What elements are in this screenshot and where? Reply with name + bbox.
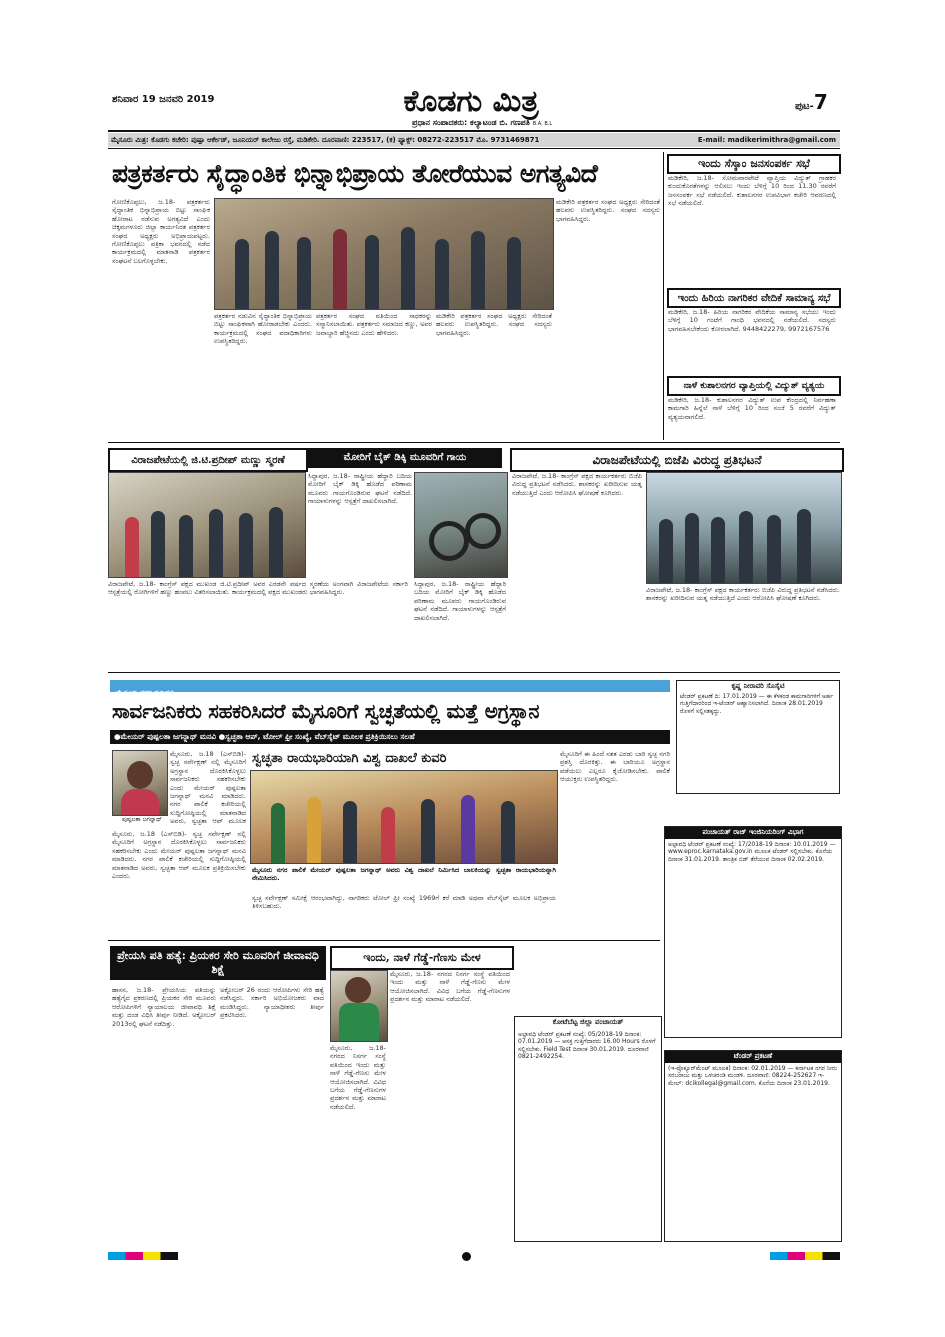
page-label: ಪುಟ- [795,101,814,112]
mysore-col-mid: ಸ್ವಚ್ಛ ಸರ್ವೇಕ್ಷಣ್ ಸಮೀಕ್ಷೆ ಆರಂಭವಾಗಿದ್ದು, ನಾಗರಿಕರು ಟೋಲ್ ಫ್ರೀ ಸಂಖ್ಯೆ 1969ಗೆ ಕರೆ ಮಾಡಿ ಅಥವಾ ವೆಬ್‌ಸೈಟ್ ಮೂಲಕ ಅಭಿಪ್ರಾಯ ತಿಳಿಸಬಹುದು. [252,894,556,911]
right-t2: ಮಡಿಕೇರಿ, ಜ.18- ಹಿರಿಯ ನಾಗರಿಕರ ವೇದಿಕೆಯ ಸಾಮಾನ್ಯ ಸಭೆಯು ಇಂದು ಬೆಳಿಗ್ಗೆ 10 ಗಂಟೆಗೆ ಗಾಂಧಿ ಭವನದಲ್ಲಿ ನಡೆಯಲಿದೆ. ಸದಸ್ಯರು ಭಾಗವಹಿಸಬೇಕೆಂದು ಕೋರಲಾಗಿದೆ. 9448422279, 9972167576 [668,308,836,333]
row2-right-text: ವಿರಾಜಪೇಟೆ, ಜ.18- ಕಾಂಗ್ರೆಸ್ ಪಕ್ಷದ ಕಾರ್ಯಕರ್ತರು ಬಿಜೆಪಿ ವಿರುದ್ಧ ಪ್ರತಿಭಟನೆ ನಡೆಸಿದರು. ಶಾಸಕರನ್ನು ಖರೀದಿಸುವ ಯತ್ನ ನಡೆಯುತ್ತಿದೆ ಎಂದು ಆರೋಪಿಸಿ ಘೋಷಣೆ ಕೂಗಿದರು. [512,472,642,497]
tender-ad-2 [664,826,842,1038]
mayor-caption: ಪುಷ್ಪಲತಾ ಜಗನ್ನಾಥ್ [122,816,162,823]
row4-photo [330,970,388,1042]
story1-col1: ಗೋಣಿಕೊಪ್ಪಲು, ಜ.18- ಪತ್ರಕರ್ತರು ಸೈದ್ಧಾಂತಿಕ ಭಿನ್ನಾಭಿಪ್ರಾಯ ಬಿಟ್ಟು ಸಾಂಘಿಕ ಹೋರಾಟ ನಡೆಸುವ ಅಗತ್ಯವಿದೆ ಎಂದು ಚಿಕ್ಕಮಗಳೂರು ಜಿಲ್ಲಾ ಕಾರ್ಯನಿರತ ಪತ್ರಕರ್ತರ ಸಂಘದ ಅಧ್ಯಕ್ಷರು ಅಭಿಪ್ರಾಯಪಟ್ಟರು. ಗೋಣಿಕೊಪ್ಪಲು ಪತ್ರಿಕಾ ಭವನದಲ್ಲಿ ನಡೆದ ಕಾರ್ಯಕ್ರಮದಲ್ಲಿ ಮಾತನಾಡಿ ಪತ್ರಕರ್ತರ ಸಂಘಟನೆ ಬಲಗೊಳ್ಳಬೇಕು. [112,198,210,265]
kavari-caption: ಮೈಸೂರು ನಗರ ಪಾಲಿಕೆ ಮೇಯರ್ ಪುಷ್ಪಲತಾ ಜಗನ್ನಾಥ್ ಅವರು ವಿಶ್ವ ದಾಖಲೆ ನಿರ್ಮಿಸಿದ ಬಾಲಕಿಯನ್ನು ಸ್ವಚ್ಛತಾ ರಾಯಭಾರಿಯನ್ನಾಗಿ ನೇಮಿಸಿದರು. [252,866,556,882]
row4-h1: ಪ್ರೇಯಸಿ ಪತಿ ಹತ್ಯೆ: ಪ್ರಿಯಕರ ಸೇರಿ ಮೂವರಿಗೆ ಜೀವಾವಧಿ ಶಿಕ್ಷೆ [117,949,319,976]
mayor-photo [112,750,168,816]
story1-headline: ಪತ್ರಕರ್ತರು ಸೈದ್ಧಾಂತಿಕ ಭಿನ್ನಾಭಿಪ್ರಾಯ ತೋರೆಯುವ ಅಗತ್ಯವಿದೆ [112,159,598,188]
mysore-tag: ಮೈಸೂರು ನಗರ ಸುದ್ದಿಗಳು... [116,689,183,697]
row2-mid-headbox [308,448,502,468]
row2-right-text2: ವಿರಾಜಪೇಟೆ, ಜ.18- ಕಾಂಗ್ರೆಸ್ ಪಕ್ಷದ ಕಾರ್ಯಕರ್ತರು ಬಿಜೆಪಿ ವಿರುದ್ಧ ಪ್ರತಿಭಟನೆ ನಡೆಸಿದರು. ಶಾಸಕರನ್ನು ಖರೀದಿಸುವ ಯತ್ನ ನಡೆಯುತ್ತಿದೆ ಎಂದು ಆರೋಪಿಸಿ ಘೋಷಣೆ ಕೂಗಿದರು. [646,586,840,603]
story1-col5: ಮಡಿಕೇರಿ ಪತ್ರಕರ್ತರ ಸಂಘದ ಅಧ್ಯಕ್ಷರು ಸೇರಿದಂತೆ ಹಲವರು ಉಪಸ್ಥಿತರಿದ್ದರು. ಸಂಘದ ಸದಸ್ಯರು ಭಾಗವಹಿಸಿದ್ದರು. [556,198,660,223]
story1-photo [214,198,554,310]
mysore-col1: ಮೈಸೂರು, ಜ.18 (ಎಸ್‌ಬಿಡಿ)- ಸ್ವಚ್ಛ ಸರ್ವೇಕ್ಷಣ್ ನಲ್ಲಿ ಮೈಸೂರಿಗೆ ಅಗ್ರಸ್ಥಾನ ದೊರಕಿಸಿಕೊಳ್ಳಲು ಸಾರ್ವಜನಿಕರು ಸಹಕರಿಸಬೇಕು ಎಂದು ಮೇಯರ್ ಪುಷ್ಪಲತಾ ಜಗನ್ನಾಥ್ ಮನವಿ ಮಾಡಿದರು. ನಗರ ಪಾಲಿಕೆ ಕಚೇರಿಯಲ್ಲಿ ಸುದ್ದಿಗೋಷ್ಠಿಯಲ್ಲಿ ಮಾತನಾಡಿದ ಅವರು, ಸ್ವಚ್ಛತಾ ಆಪ್ ಮೂಲಕ ಪ್ರತಿಕ್ರಿಯಿಸಬೇಕು ಎಂದರು. [112,830,246,881]
story1-col3: ಪತ್ರಕರ್ತರ ಸಂಘದ ವತಿಯಿಂದ ಸಾಧಕರನ್ನು ಸನ್ಮಾನಿಸಲಾಯಿತು. ಪತ್ರಕರ್ತರು ಸಮಾಜದ ಕಣ್ಣು, ಅವರ ಜವಾಬ್ದಾರಿ ಹೆಚ್ಚಿನದು ಎಂದು ಹೇಳಿದರು. [316,312,432,337]
story1-col4: ಮಡಿಕೇರಿ ಪತ್ರಕರ್ತರ ಸಂಘದ ಅಧ್ಯಕ್ಷರು ಸೇರಿದಂತೆ ಹಲವರು ಉಪಸ್ಥಿತರಿದ್ದರು. ಸಂಘದ ಸದಸ್ಯರು ಭಾಗವಹಿಸಿದ್ದರು. [436,312,552,337]
mysore-tag-box [110,680,670,697]
info-line: ಮೈಸೂರು ಮಿತ್ರ: ಕೊಡಗು ಕಚೇರಿ: ಪುಷ್ಪಾ ಆರ್ಕೇಡ್, ಜೂನಿಯರ್ ಕಾಲೇಜು ರಸ್ತೆ, ಮಡಿಕೇರಿ. ದೂರವಾಣಿ: 223517, (ಕ) ಫ್ಯಾಕ್ಸ್: 08272-223517 ಮೊ. 9731469871 [111,136,540,144]
story1-divider [663,152,664,440]
masthead-editor [412,118,552,128]
row2-right-headline: ವಿರಾಜಪೇಟೆಯಲ್ಲಿ ಬಿಜೆಪಿ ವಿರುದ್ಧ ಪ್ರತಿಭಟನೆ [592,452,762,467]
kavari-headline: ಸ್ವಚ್ಛತಾ ರಾಯಭಾರಿಯಾಗಿ ವಿಶ್ವ ದಾಖಲೆ ಕುವರಿ [252,751,447,766]
tender-ad-3-head: ಟೆಂಡರ್ ಪ್ರಕಟಣೆ [665,1051,841,1063]
mysore-headline: ಸಾರ್ವಜನಿಕರು ಸಹಕರಿಸಿದರೆ ಮೈಸೂರಿಗೆ ಸ್ವಚ್ಛತೆಯಲ್ಲಿ ಮತ್ತೆ ಅಗ್ರಸ್ಥಾನ [112,699,540,723]
row2-bottom-rule [108,672,840,673]
mysore-col1-top: ಮೈಸೂರು, ಜ.18 (ಎಸ್‌ಬಿಡಿ)- ಸ್ವಚ್ಛ ಸರ್ವೇಕ್ಷಣ್ ನಲ್ಲಿ ಮೈಸೂರಿಗೆ ಅಗ್ರಸ್ಥಾನ ದೊರಕಿಸಿಕೊಳ್ಳಲು ಸಾರ್ವಜನಿಕರು ಸಹಕರಿಸಬೇಕು ಎಂದು ಮೇಯರ್ ಪುಷ್ಪಲತಾ ಜಗನ್ನಾಥ್ ಮನವಿ ಮಾಡಿದರು. ನಗರ ಪಾಲಿಕೆ ಕಚೇರಿಯಲ್ಲಿ ಸುದ್ದಿಗೋಷ್ಠಿಯಲ್ಲಿ ಮಾತನಾಡಿದ ಅವರು, ಸ್ವಚ್ಛತಾ ಆಪ್ ಮೂಲಕ [170,750,246,826]
row1-bottom-rule [108,442,840,443]
tender-ad-1-head: ಕೃಷ್ಣ ನೀರಾವರಿ ಸೊಸೈಟಿ [731,682,785,690]
kavari-photo [250,770,558,864]
row2-mid-text2: ಸಿದ್ದಾಪುರ, ಜ.18- ರಾಷ್ಟ್ರೀಯ ಹೆದ್ದಾರಿ ಬದಿಯ ಮೋರಿಗೆ ಬೈಕ್ ಡಿಕ್ಕಿ ಹೊಡೆದ ಪರಿಣಾಮ ಮೂವರು ಗಾಯಗೊಂಡಿರುವ ಘಟನೆ ನಡೆದಿದೆ. ಗಾಯಾಳುಗಳನ್ನು ಆಸ್ಪತ್ರೆಗೆ ದಾಖಲಿಸಲಾಗಿದೆ. [414,580,506,622]
registration-mark [462,1252,471,1261]
row4-h2: ಇಂದು, ನಾಳೆ ಗೆಡ್ಡೆ-ಗೆಣಸು ಮೇಳ [363,951,481,964]
right-h3-box [667,376,841,396]
color-bar-right [770,1252,840,1260]
row4-h2-box [330,946,514,970]
row4-t2: ಮೈಸೂರು, ಜ.18- ನಗರದ ನಿಸರ್ಗ ಸಂಸ್ಥೆ ವತಿಯಿಂದ ಇಂದು ಮತ್ತು ನಾಳೆ ಗೆಡ್ಡೆ-ಗೆಣಸು ಮೇಳ ಆಯೋಜಿಸಲಾಗಿದೆ. ವಿವಿಧ ಬಗೆಯ ಗೆಡ್ಡೆ-ಗೆಣಸುಗಳ ಪ್ರದರ್ಶನ ಮತ್ತು ಮಾರಾಟ ನಡೆಯಲಿದೆ. [390,970,510,1004]
editor-name: ಪ್ರಧಾನ ಸಂಪಾದಕರು: ಕಲ್ಯಾಟಂಡ ಬಿ. ಗಣಪತಿ [412,118,530,127]
row2-right-headbox [510,448,844,472]
right-h2: ಇಂದು ಹಿರಿಯ ನಾಗರಿಕರ ವೇದಿಕೆ ಸಾಮಾನ್ಯ ಸಭೆ [677,292,831,304]
row2-mid-headline: ಮೋರಿಗೆ ಬೈಕ್ ಡಿಕ್ಕಿ ಮೂವರಿಗೆ ಗಾಯ [343,452,467,463]
tender-ad-4-head: ಕೋಟೆಬೆಟ್ಟ ಜಿಲ್ಲಾ ಪಂಚಾಯತ್ [552,1018,624,1026]
row2-left-photo [108,472,306,578]
tender-ad-1-text: ಟೆಂಡರ್ ಪ್ರಕಟಣೆ ದಿ: 17.01.2019 — ಈ ಕೆಳಕಂಡ ಕಾಮಗಾರಿಗಳಿಗೆ ಅರ್ಹ ಗುತ್ತಿಗೆದಾರರಿಂದ ಇ-ಟೆಂಡರ್ ಆಹ್ವಾನಿಸಲಾಗಿದೆ. ದಿನಾಂಕ 28.01.2019 ರೊಳಗೆ ಸಲ್ಲಿಸತಕ್ಕದ್ದು. [680,692,834,715]
right-h2-box [667,288,841,308]
story1-col2: ಪತ್ರಕರ್ತರ ನಡುವಿನ ಸೈದ್ಧಾಂತಿಕ ಭಿನ್ನಾಭಿಪ್ರಾಯ ಬಿಟ್ಟು ಸಾಂಘಿಕವಾಗಿ ಹೋರಾಡಬೇಕು ಎಂದರು. ಕಾರ್ಯಕ್ರಮದಲ್ಲಿ ಸಂಘದ ಪದಾಧಿಕಾರಿಗಳು ಉಪಸ್ಥಿತರಿದ್ದರು. [214,312,312,346]
row4-t2b: ಮೈಸೂರು, ಜ.18- ನಗರದ ನಿಸರ್ಗ ಸಂಸ್ಥೆ ವತಿಯಿಂದ ಇಂದು ಮತ್ತು ನಾಳೆ ಗೆಡ್ಡೆ-ಗೆಣಸು ಮೇಳ ಆಯೋಜಿಸಲಾಗಿದೆ. ವಿವಿಧ ಬಗೆಯ ಗೆಡ್ಡೆ-ಗೆಣಸುಗಳ ಪ್ರದರ್ಶನ ಮತ್ತು ಮಾರಾಟ ನಡೆಯಲಿದೆ. [330,1044,386,1111]
row2-right-photo [646,472,842,584]
right-t3: ಮಡಿಕೇರಿ, ಜ.18- ಕುಶಾಲನಗರ ವಿದ್ಯುತ್ ಉಪ ಕೇಂದ್ರದಲ್ಲಿ ನಿರ್ವಹಣಾ ಕಾಮಗಾರಿ ಹಿನ್ನೆಲೆ ನಾಳೆ ಬೆಳಿಗ್ಗೆ 10 ರಿಂದ ಸಂಜೆ 5 ರವರೆಗೆ ವಿದ್ಯುತ್ ವ್ಯತ್ಯಯವಾಗಲಿದೆ. [668,396,836,421]
mysore-subhead: ●ಮೇಯರ್ ಪುಷ್ಪಲತಾ ಜಗನ್ನಾಥ್ ಮನವಿ ●ಸ್ವಚ್ಛತಾ ಆಪ್, ಟೋಲ್ ಫ್ರೀ ಸಂಖ್ಯೆ, ವೆಬ್‌ಸೈಟ್ ಮೂಲಕ ಪ್ರತಿಕ್ರಿಯಿಸಲು ಸಲಹೆ [114,732,415,741]
masthead-rule-2 [108,148,840,149]
masthead-rule [108,130,840,132]
row2-mid-text: ಸಿದ್ದಾಪುರ, ಜ.18- ರಾಷ್ಟ್ರೀಯ ಹೆದ್ದಾರಿ ಬದಿಯ ಮೋರಿಗೆ ಬೈಕ್ ಡಿಕ್ಕಿ ಹೊಡೆದ ಪರಿಣಾಮ ಮೂವರು ಗಾಯಗೊಂಡಿರುವ ಘಟನೆ ನಡೆದಿದೆ. ಗಾಯಾಳುಗಳನ್ನು ಆಸ್ಪತ್ರೆಗೆ ದಾಖಲಿಸಲಾಗಿದೆ. [308,472,412,506]
masthead-date: ಶನಿವಾರ 19 ಜನವರಿ 2019 [112,94,215,105]
masthead-title: ಕೊಡಗು ಮಿತ್ರ [403,84,539,119]
mysore-bottom-rule [108,940,660,941]
right-h1: ಇಂದು ಸೆಸ್ಕಾಂ ಜನಸಂಪರ್ಕ ಸಭೆ [698,157,810,170]
tender-ad-2-text: ಅಲ್ಪಾವಧಿ ಟೆಂಡರ್ ಪ್ರಕಟಣೆ ಸಂಖ್ಯೆ: 17/2018-19 ದಿನಾಂಕ: 10.01.2019 — www.eproc.karnataka.gov.in ಮೂಲಕ ಟೆಂಡರ್ ಸಲ್ಲಿಸಬೇಕು. ಕೊನೆಯ ದಿನಾಂಕ 31.01.2019. ತಾಂತ್ರಿಕ ಬಿಡ್ ತೆರೆಯುವ ದಿನಾಂಕ 02.02.2019. [668,840,836,863]
row2-left-headbox [108,448,308,472]
row2-left-headline: ವಿರಾಜಪೇಟೆಯಲ್ಲಿ ಜಿ.ಟಿ.ಪ್ರದೀಪ್ ಮಣ್ಣು ಸ್ಮರಣೆ [131,454,285,466]
tender-ad-3-text: (ಇ-ಪ್ರೊಕ್ಯೂರ್‌ಮೆಂಟ್ ಮೂಲಕ) ದಿನಾಂಕ: 02.01.2019 — ಕರ್ನಾಟಕ ನಗರ ನೀರು ಸರಬರಾಜು ಮತ್ತು ಒಳಚರಂಡಿ ಮಂಡಳಿ. ದೂರವಾಣಿ: 08224-252627 ಇ-ಮೇಲ್: dcikollegal@gmail.com. ಕೊನೆಯ ದಿನಾಂಕ 23.01.2019. [668,1064,837,1087]
info-strip [108,133,840,147]
mysore-subhead-bar [110,730,670,744]
row4-t1b: ಅಕ್ಟೋಬರ್ 26 ರಂದು ಆರೋಪಿಗಳು ಸೇರಿ ಹತ್ಯೆ ನಡೆಸಿದ್ದರು. ಸರ್ಕಾರಿ ಅಭಿಯೋಜಕರು ವಾದ ಮಂಡಿಸಿದ್ದರು. ನ್ಯಾಯಾಧೀಶರು ತೀರ್ಪು ಪ್ರಕಟಿಸಿದರು. [220,986,324,1020]
tender-ad-4 [514,1016,662,1242]
right-t1: ಮಡಿಕೇರಿ, ಜ.18- ಸೋಮವಾರಪೇಟೆ ವ್ಯಾಪ್ತಿಯ ವಿದ್ಯುತ್ ಗ್ರಾಹಕರ ಕುಂದುಕೊರತೆಗಳನ್ನು ಆಲಿಸಲು ಇಂದು ಬೆಳಿಗ್ಗೆ 10 ರಿಂದ 11.30 ರವರೆಗೆ ಜನಸಂಪರ್ಕ ಸಭೆ ನಡೆಯಲಿದೆ. ಕುಶಾಲನಗರ ಉಪವಿಭಾಗ ಕಚೇರಿ ಆವರಣದಲ್ಲಿ ಸಭೆ ನಡೆಯಲಿದೆ. [668,174,836,208]
editor-degree: B.A, B.L [532,121,553,127]
mysore-col-right: ಮೈಸೂರಿಗೆ ಈ ಹಿಂದೆ ಸತತ ಎರಡು ಬಾರಿ ಸ್ವಚ್ಛ ನಗರಿ ಪ್ರಶಸ್ತಿ ದೊರಕಿತ್ತು. ಈ ಬಾರಿಯೂ ಅಗ್ರಸ್ಥಾನ ಪಡೆಯಲು ಎಲ್ಲರೂ ಕೈಜೋಡಿಸಬೇಕು. ಪಾಲಿಕೆ ಆಯುಕ್ತರು ಉಪಸ್ಥಿತರಿದ್ದರು. [560,750,670,784]
color-bar-left [108,1252,178,1260]
tender-ad-4-text: ಅಲ್ಪಾವಧಿ ಟೆಂಡರ್ ಪ್ರಕಟಣೆ ಸಂಖ್ಯೆ: 05/2018-19 ದಿನಾಂಕ: 07.01.2019 — ಆಸಕ್ತ ಗುತ್ತಿಗೆದಾರರು 16.00 Hours ರೊಳಗೆ ಸಲ್ಲಿಸಬೇಕು. Field Test ದಿನಾಂಕ 30.01.2019. ದೂರವಾಣಿ 0821-2492254. [518,1030,656,1061]
right-h3: ನಾಳೆ ಕುಶಾಲನಗರ ವ್ಯಾಪ್ತಿಯಲ್ಲಿ ವಿದ್ಯುತ್ ವ್ಯತ್ಯಯ [683,381,825,391]
tender-ad-1 [676,680,840,794]
page-number-value: 7 [813,90,828,114]
page-number [795,90,828,114]
right-h1-box [667,154,841,174]
tender-ad-2-head: ಪಂಚಾಯತ್ ರಾಜ್ ಇಂಜಿನಿಯರಿಂಗ್ ವಿಭಾಗ [665,827,841,839]
row4-h1-box [110,946,326,980]
info-email: E-mail: madikerimithra@gmail.com [697,136,836,144]
row4-t1: ಹಾಸನ, ಜ.18- ಪ್ರೇಯಸಿಯ ಪತಿಯನ್ನು ಹತ್ಯೆಗೈದ ಪ್ರಕರಣದಲ್ಲಿ ಪ್ರಿಯಕರ ಸೇರಿ ಮೂವರು ಆರೋಪಿಗಳಿಗೆ ನ್ಯಾಯಾಲಯ ಜೀವಾವಧಿ ಶಿಕ್ಷೆ ಮತ್ತು ದಂಡ ವಿಧಿಸಿ ತೀರ್ಪು ನೀಡಿದೆ. ಅಕ್ಟೋಬರ್ 2013ರಲ್ಲಿ ಘಟನೆ ನಡೆದಿತ್ತು. [112,986,216,1028]
row2-left-text: ವಿರಾಜಪೇಟೆ, ಜ.18- ಕಾಂಗ್ರೆಸ್ ಪಕ್ಷದ ಮುಖಂಡ ಜಿ.ಟಿ.ಪ್ರದೀಪ್ ಅವರ ಎರಡನೇ ವರ್ಷದ ಸ್ಮರಣೆಯ ಅಂಗವಾಗಿ ವಿರಾಜಪೇಟೆಯ ಸರ್ಕಾರಿ ಆಸ್ಪತ್ರೆಯಲ್ಲಿ ರೋಗಿಗಳಿಗೆ ಹಣ್ಣು ಹಂಪಲು ವಿತರಿಸಲಾಯಿತು. ಕಾರ್ಯಕ್ರಮದಲ್ಲಿ ಪಕ್ಷದ ಮುಖಂಡರು ಭಾಗವಹಿಸಿದ್ದರು. [108,580,408,597]
row2-mid-photo [414,472,508,578]
tender-ad-3 [664,1050,842,1242]
